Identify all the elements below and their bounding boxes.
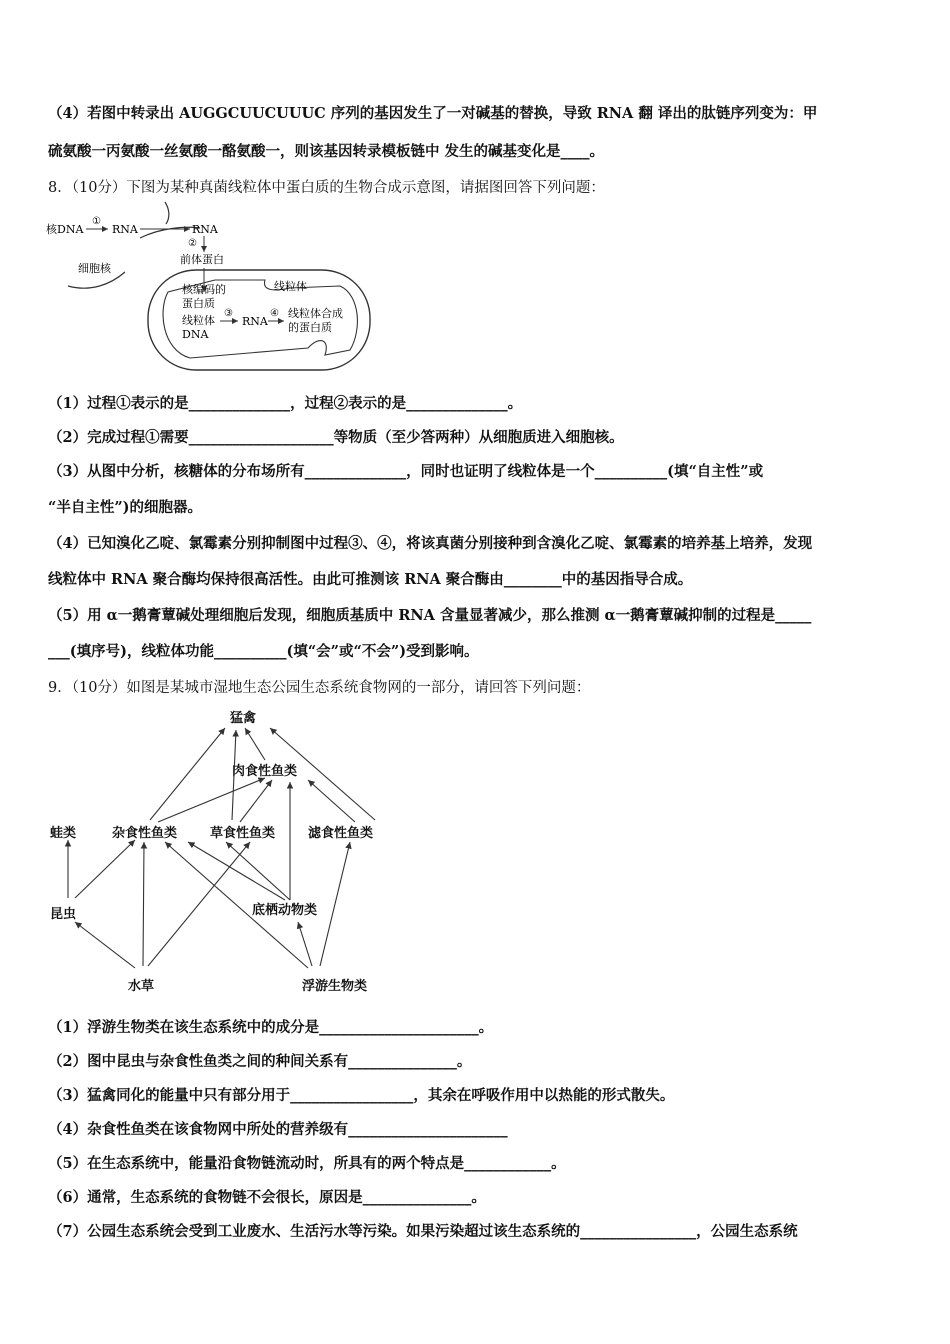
q9-part6: （6）通常，生态系统的食物链不会很长，原因是_______________。 [48,1189,486,1206]
mitochondria-protein-diagram [40,200,380,380]
nucleus-label: 细胞核 [78,262,111,275]
q9-part7: （7）公园生态系统会受到工业废水、生活污水等污染。如果污染超过该生态系统的________________，公园生态系统 [48,1223,798,1240]
node-herbivore-fish: 草食性鱼类 [210,826,276,841]
q8-part1: （1）过程①表示的是______________，过程②表示的是______________。 [48,395,523,412]
q8-part3-line2: “半自主性”)的细胞器。 [48,499,203,516]
step-3-label: ③ [224,308,233,319]
rna-label: RNA [242,315,268,328]
nuclear-dna-label: 核DNA [46,223,84,236]
nuclear-encoded-protein-label: 蛋白质 [182,297,215,310]
node-plankton: 浮游生物类 [302,979,368,994]
q8-part2: （2）完成过程①需要____________________等物质（至少答两种）从细胞质进入细胞核。 [48,429,624,446]
node-carnivore-fish: 肉食性鱼类 [232,764,298,779]
q9-part4: （4）杂食性鱼类在该食物网中所处的营养级有______________________ [48,1121,508,1138]
node-benthos: 底栖动物类 [252,903,318,918]
q8-part4-line1: （4）已知溴化乙啶、氯霉素分别抑制图中过程③、④，将该真菌分别接种到含溴化乙啶、氯霉素的培养基上培养，发现 [48,535,813,552]
node-aquatic-grass: 水草 [128,979,155,994]
q8-part3-line1: （3）从图中分析，核糖体的分布场所有______________，同时也证明了线粒体是一个__________(填“自主性”或 [48,463,764,480]
q7-part4-line1: （4）若图中转录出 AUGGCUUCUUUC 序列的基因发生了一对碱基的替换，导致 RNA 翻 译出的肽链序列变为：甲 [48,105,818,122]
step-2-label: ② [188,238,197,249]
mito-synthesized-protein-label: 线粒体合成 [288,307,343,320]
rna-label: RNA [192,223,218,236]
step-4-label: ④ [270,308,279,319]
node-raptor: 猛禽 [230,711,257,726]
node-omnivore-fish: 杂食性鱼类 [112,826,178,841]
nuclear-encoded-protein-label: 核编码的 [182,283,226,296]
q8-header: 8．（10分）下图为某种真菌线粒体中蛋白质的生物合成示意图，请据图回答下列问题： [48,180,605,196]
q9-part2: （2）图中昆虫与杂食性鱼类之间的种间关系有_______________。 [48,1053,472,1070]
q8-part5-line2: ___(填序号)，线粒体功能__________(填“会”或“不会”)受到影响。 [48,643,479,660]
node-filter-fish: 滤食性鱼类 [308,826,374,841]
node-insect: 昆虫 [50,907,77,922]
food-web-diagram [40,700,400,1000]
q8-part5-line1: （5）用 α一鹅膏蕈碱处理细胞后发现，细胞质基质中 RNA 含量显著减少，那么推测 α一鹅膏蕈碱抑制的过程是_____ [48,607,812,624]
mitochondrion-label: 线粒体 [274,280,307,293]
rna-label: RNA [112,223,138,236]
q9-part3: （3）猛禽同化的能量中只有部分用于_________________，其余在呼吸作用中以热能的形式散失。 [48,1087,675,1104]
step-1-label: ① [92,216,101,227]
mito-synthesized-protein-label: 的蛋白质 [288,321,332,334]
nucleus-envelope [165,202,169,224]
q9-header: 9．（10分）如图是某城市湿地生态公园生态系统食物网的一部分，请回答下列问题： [48,680,591,696]
q7-part4-line2: 硫氨酸一丙氨酸一丝氨酸一酪氨酸一，则该基因转录模板链中 发生的碱基变化是____。 [48,143,605,160]
q9-part5: （5）在生态系统中，能量沿食物链流动时，所具有的两个特点是____________。 [48,1155,566,1172]
mito-dna-label: 线粒体 [182,314,215,327]
mito-dna-label: DNA [182,328,209,341]
q8-part4-line2: 线粒体中 RNA 聚合酶均保持很高活性。由此可推测该 RNA 聚合酶由________中的基因指导合成。 [48,571,693,588]
precursor-protein-label: 前体蛋白 [180,253,224,266]
node-frog: 蛙类 [50,826,77,841]
q9-part1: （1）浮游生物类在该生态系统中的成分是______________________。 [48,1019,494,1036]
